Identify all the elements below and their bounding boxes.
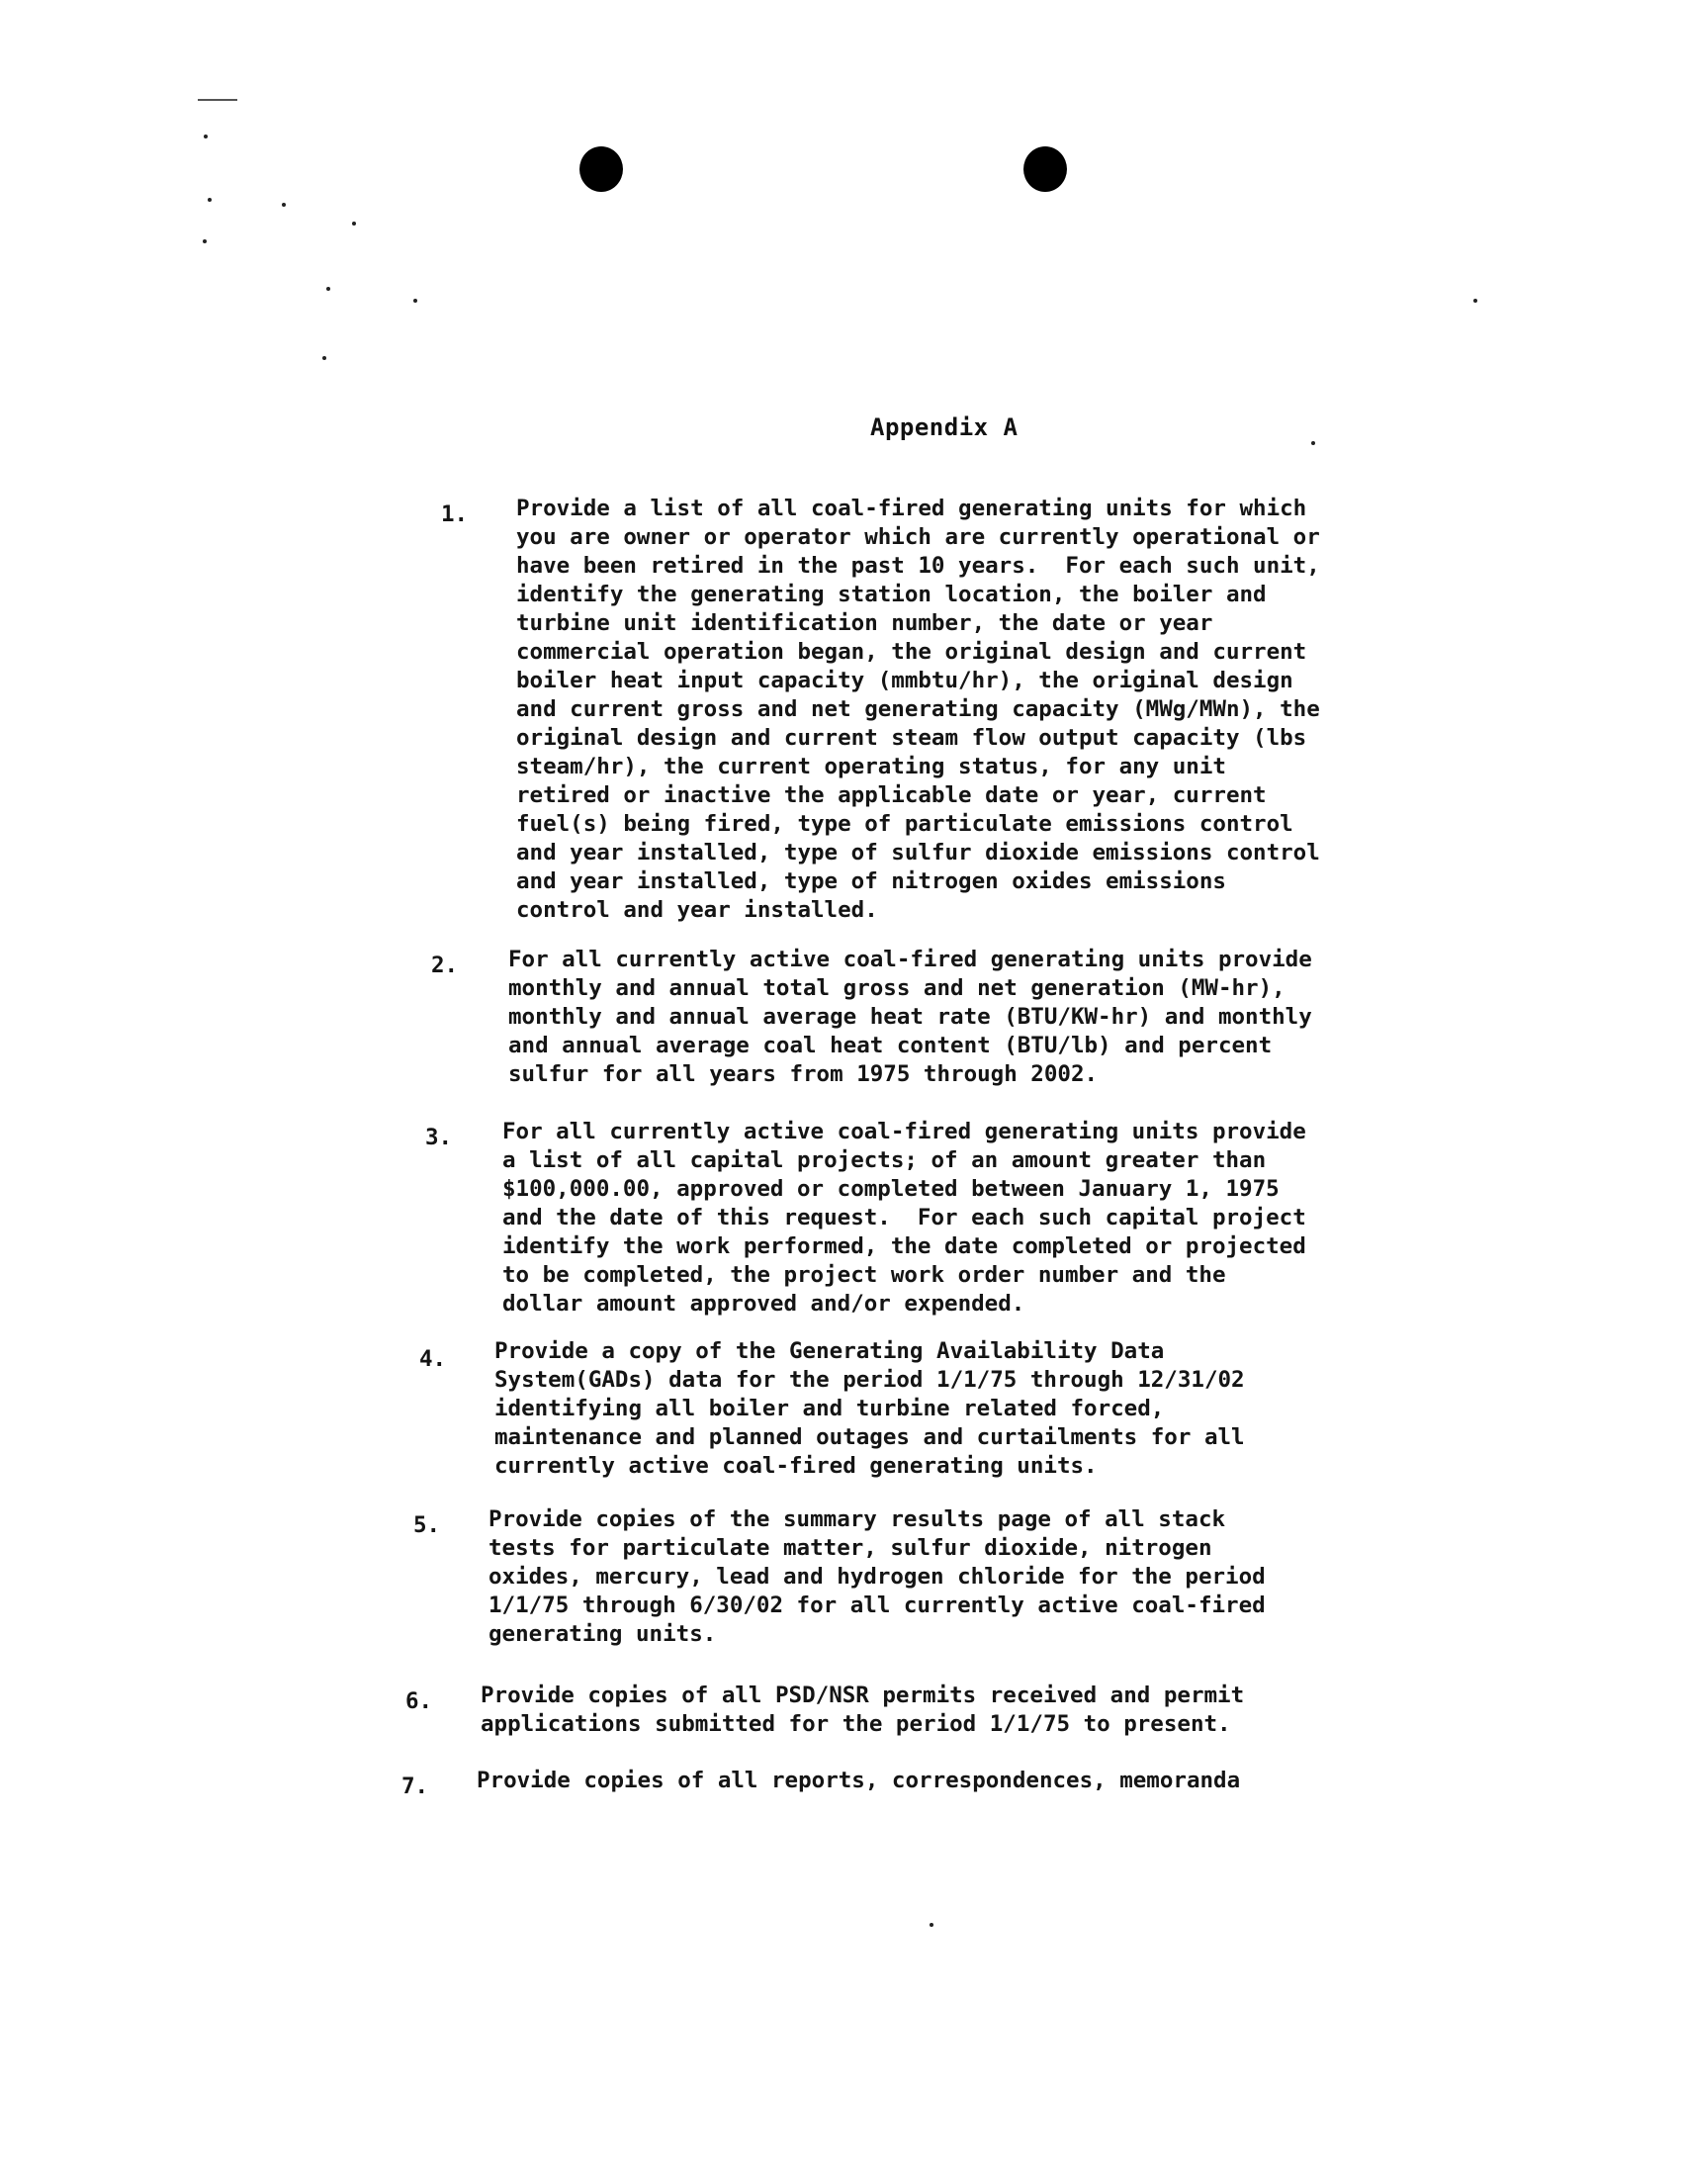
scan-speck xyxy=(203,239,207,243)
list-item-number: 7. xyxy=(401,1774,429,1799)
punch-hole-right xyxy=(1023,146,1067,192)
scan-speck xyxy=(1311,441,1315,445)
list-item-number: 6. xyxy=(405,1688,433,1714)
list-item-text: Provide a copy of the Generating Availability Data System(GADs) data for the period 1/1/75 through 12/31/02 identifying all boiler and turbine related forced, maintenance and planned outages and curtailments for all currently active coal-fired generating units. xyxy=(494,1338,1245,1479)
list-item-text: For all currently active coal-fired generating units provide monthly and annual total gross and net generation (MW-hr), monthly and annual average heat rate (BTU/KW-hr) and monthly and annual average coal heat content (BTU/lb) and percent sulfur for all years from 1975 through 2002. xyxy=(508,947,1312,1087)
list-item-text: Provide copies of all reports, correspondences, memoranda xyxy=(477,1768,1241,1793)
list-item-number: 3. xyxy=(425,1125,453,1150)
scan-speck xyxy=(326,287,330,291)
list-item-number: 4. xyxy=(419,1346,447,1372)
scan-speck xyxy=(413,299,417,303)
scan-speck xyxy=(204,135,208,138)
page-title: Appendix A xyxy=(870,413,1019,441)
scan-speck xyxy=(930,1923,933,1927)
scan-artifact-line xyxy=(198,99,237,101)
list-item-number: 1. xyxy=(441,501,469,527)
list-item-text: For all currently active coal-fired generating units provide a list of all capital projects; of an amount greater than $100,000.00, approved or completed between January 1, 1975 and the date of this request. For each such capital project identify the work performed, the date completed or projected to be completed, the project work order number and the dollar amount approved and/or expended. xyxy=(502,1119,1306,1317)
scan-speck xyxy=(352,222,356,226)
scan-speck xyxy=(208,198,212,202)
list-item-text: Provide copies of the summary results page of all stack tests for particulate matter, sulfur dioxide, nitrogen oxides, mercury, lead and hydrogen chloride for the period 1/1/75 through 6/30/02 for all currently active coal-fired generating units. xyxy=(488,1506,1266,1647)
list-item-number: 5. xyxy=(413,1512,441,1538)
list-item-text: Provide a list of all coal-fired generating units for which you are owner or operator which are currently operational or have been retired in the past 10 years. For each such unit, identify the generating station location, the boiler and turbine unit identification number, the date or year commercial operation began, the original design and current boiler heat input capacity (mmbtu/hr), the original design and current gross and net generating capacity (MWg/MWn), the original design and current steam flow output capacity (lbs steam/hr), the current operating status, for any unit retired or inactive the applicable date or year, current fuel(s) being fired, type of particulate emissions control and year installed, type of sulfur dioxide emissions control and year installed, type of nitrogen oxides emissions control and year installed. xyxy=(516,496,1320,923)
punch-hole-left xyxy=(579,146,623,192)
scan-speck xyxy=(282,203,286,207)
scan-speck xyxy=(1473,299,1477,303)
scan-speck xyxy=(322,356,326,360)
list-item-number: 2. xyxy=(431,953,459,978)
list-item-text: Provide copies of all PSD/NSR permits received and permit applications submitted for the period 1/1/75 to present. xyxy=(481,1683,1245,1737)
